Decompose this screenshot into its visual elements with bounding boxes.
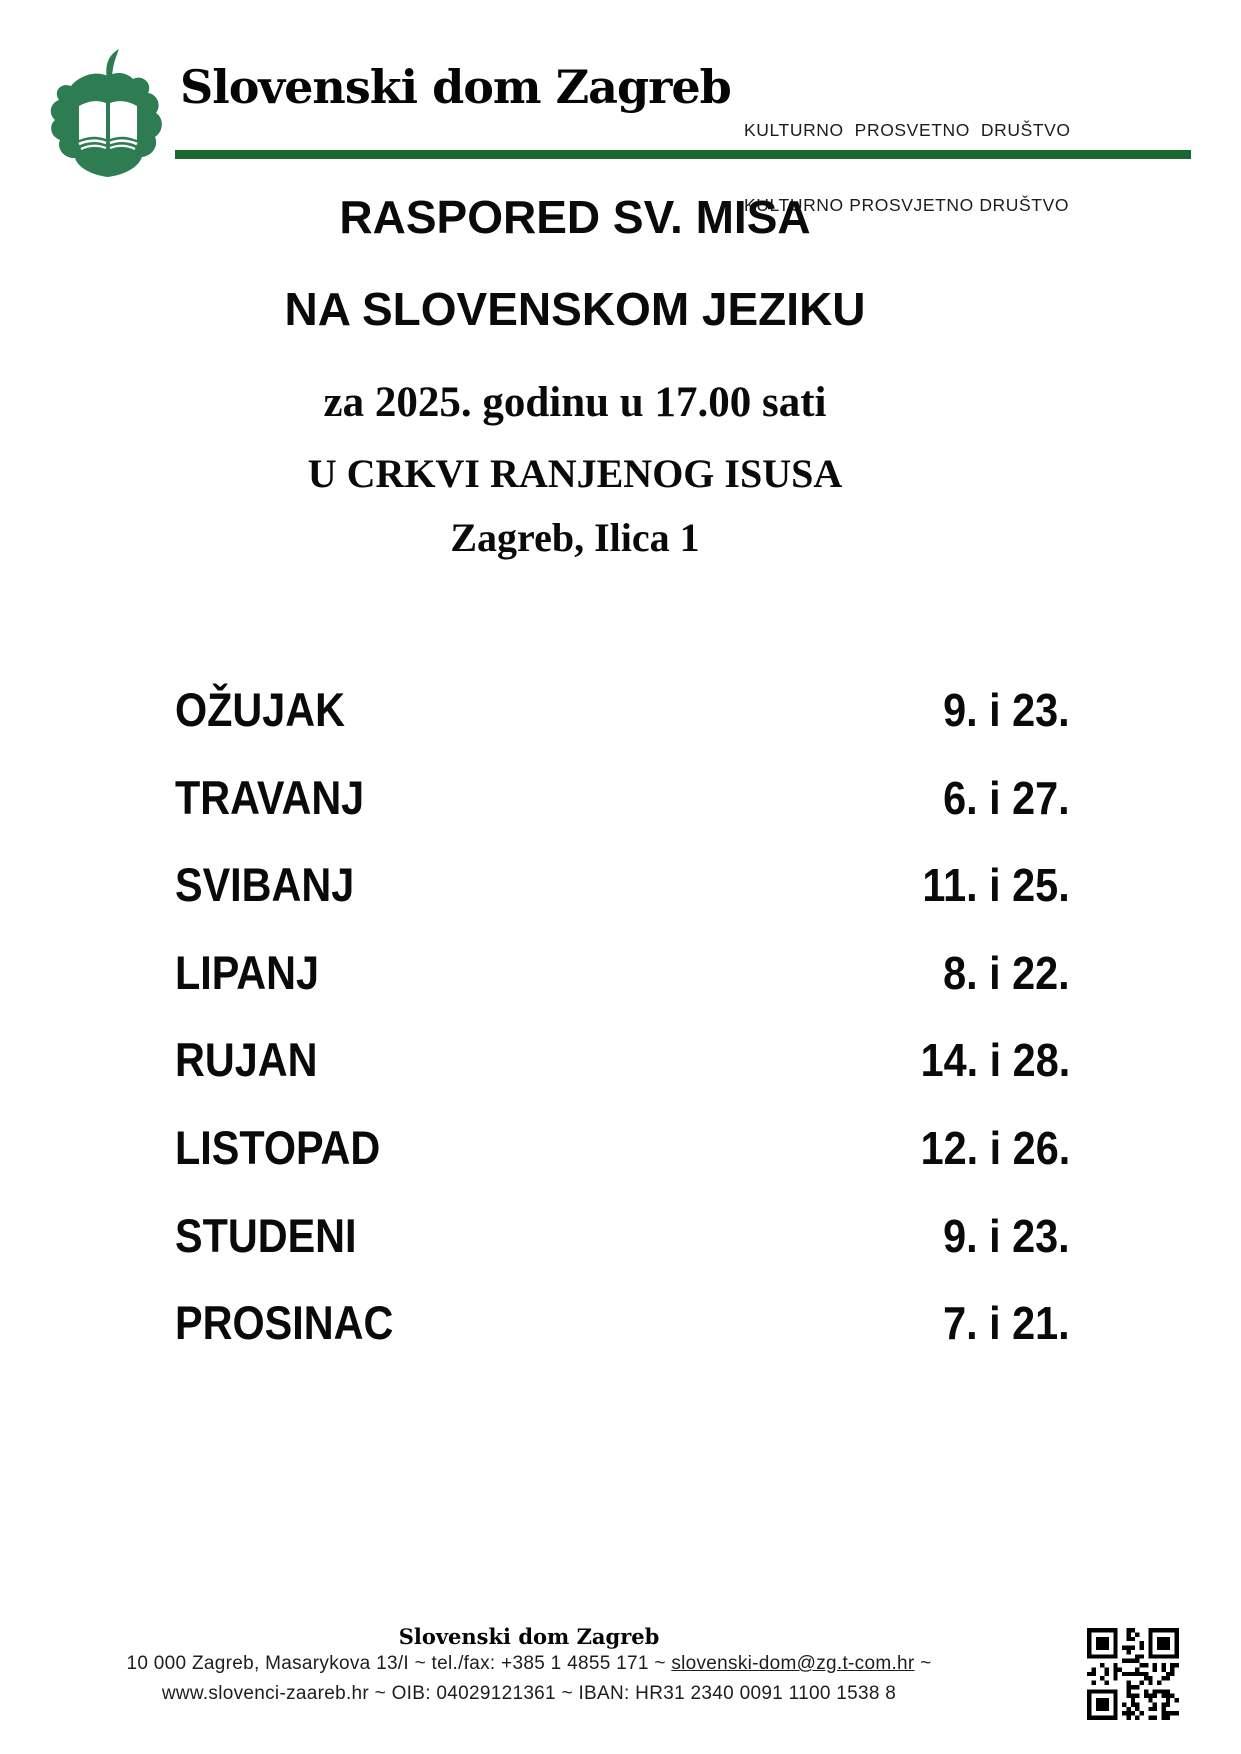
- month-dates: 11. i 25.: [922, 859, 1070, 912]
- month-name: RUJAN: [175, 1033, 318, 1087]
- footer-address-line-2: www.slovenci-zaareb.hr ~ OIB: 04029121361 ~ IBAN: HR31 2340 0091 1100 1538 8: [161, 1683, 897, 1704]
- society-line-2: KULTURNO PROSVJETNO DRUŠTVO: [744, 195, 1070, 215]
- month-dates: 14. i 28.: [920, 1034, 1070, 1087]
- header-org-name: Slovenski dom Zagreb: [180, 60, 731, 114]
- schedule-row: [175, 945, 1070, 1033]
- email-link[interactable]: slovenski-dom@zg.t-com.hr: [671, 1653, 915, 1674]
- schedule-row: [175, 770, 1070, 858]
- month-dates: 6. i 27.: [943, 771, 1070, 824]
- month-dates: 9. i 23.: [943, 684, 1070, 736]
- society-line-1: KULTURNO PROSVETNO DRUŠTVO: [744, 120, 1071, 140]
- month-dates: 12. i 26.: [920, 1121, 1070, 1174]
- month-name: LIPANJ: [175, 945, 320, 999]
- title-line-5: Zagreb, Ilica 1: [450, 515, 700, 560]
- footer-line1-suffix: ~: [914, 1653, 932, 1674]
- month-name: PROSINAC: [175, 1296, 394, 1350]
- footer-address-line-1: [0, 1649, 1058, 1679]
- qr-code-icon: [1087, 1628, 1179, 1720]
- month-dates: 7. i 21.: [943, 1297, 1070, 1350]
- title-line-1: RASPORED SV. MISA: [339, 191, 811, 243]
- schedule-row: [175, 1208, 1070, 1296]
- month-dates: 9. i 23.: [943, 1209, 1070, 1262]
- schedule-row: [175, 1032, 1070, 1120]
- month-name: OŽUJAK: [175, 683, 346, 736]
- header-divider: [175, 150, 1191, 159]
- title-line-4: U CRKVI RANJENOG ISUSA: [307, 451, 843, 496]
- footer: [0, 1624, 1058, 1709]
- footer-org-name: Slovenski dom Zagreb: [398, 1624, 660, 1649]
- month-dates: 8. i 22.: [943, 946, 1070, 999]
- month-name: STUDENI: [175, 1208, 357, 1262]
- schedule-row: [175, 1120, 1070, 1208]
- title-line-3: za 2025. godinu u 17.00 sati: [323, 379, 827, 426]
- schedule-row: [175, 682, 1070, 770]
- month-name: LISTOPAD: [175, 1120, 381, 1174]
- month-name: TRAVANJ: [175, 770, 365, 824]
- schedule-row: [175, 1295, 1070, 1383]
- title-line-2: NA SLOVENSKOM JEZIKU: [284, 283, 866, 335]
- footer-line1-prefix: 10 000 Zagreb, Masarykova 13/I ~ tel./fax: +385 1 4855 171 ~: [126, 1653, 672, 1674]
- mass-schedule: [175, 682, 1070, 1383]
- schedule-row: [175, 857, 1070, 945]
- month-name: SVIBANJ: [175, 858, 355, 912]
- leaf-open-book-logo-icon: [45, 46, 171, 178]
